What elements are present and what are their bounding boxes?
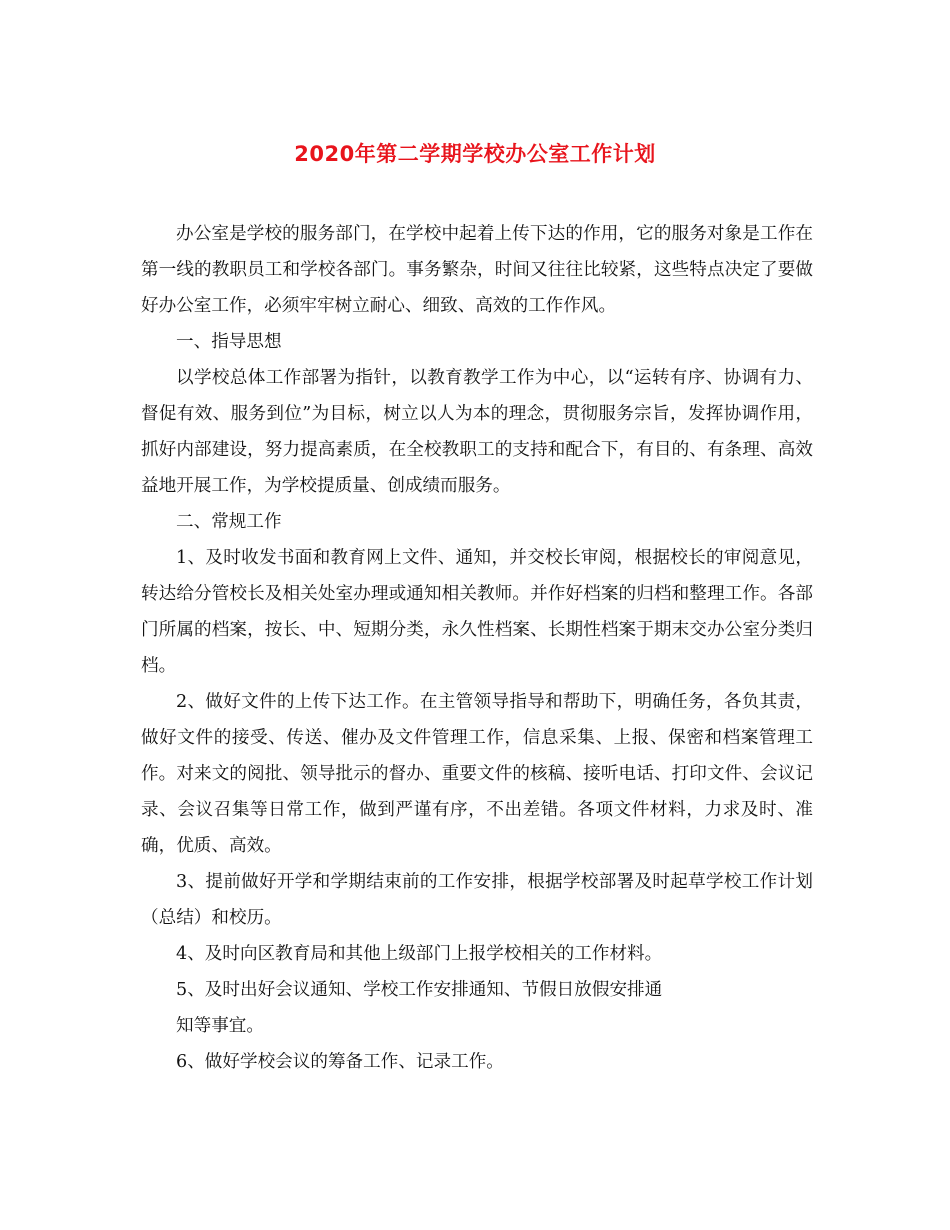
paragraph-item-2: 2、做好文件的上传下达工作。在主管领导指导和帮助下，明确任务，各负其责，做好文件的接受、传送、催办及文件管理工作，信息采集、上报、保密和档案管理工作。对来文的阅批、领导批示的督办、重要文件的核稿、接听电话、打印文件、会议记录、会议召集等日常工作，做到严谨有序，不出差错。各项文件材料，力求及时、准确，优质、高效。 [141, 692, 813, 856]
paragraph-guiding-ideas: 以学校总体工作部署为指针，以教育教学工作为中心，以“运转有序、协调有力、督促有效、服务到位”为目标，树立以人为本的理念，贯彻服务宗旨，发挥协调作用，抓好内部建设，努力提高素质，在全校教职工的支持和配合下，有目的、有条理、高效益地开展工作，为学校提质量、创成绩而服务。 [141, 368, 813, 496]
paragraph-item-5-continued: 知等事宜。 [176, 1016, 264, 1036]
paragraph-intro: 办公室是学校的服务部门，在学校中起着上传下达的作用，它的服务对象是工作在第一线的教职员工和学校各部门。事务繁杂，时间又往往比较紧，这些特点决定了要做好办公室工作，必须牢牢树立耐心、细致、高效的工作作风。 [141, 224, 813, 316]
paragraph-item-1: 1、及时收发书面和教育网上文件、通知，并交校长审阅，根据校长的审阅意见，转达给分管校长及相关处室办理或通知相关教师。并作好档案的归档和整理工作。各部门所属的档案，按长、中、短期分类，永久性档案、长期性档案于期末交办公室分类归档。 [141, 548, 813, 676]
paragraph-item-3: 3、提前做好开学和学期结束前的工作安排，根据学校部署及时起草学校工作计划（总结）和校历。 [141, 872, 813, 928]
section-heading-routine-work: 二、常规工作 [176, 512, 282, 532]
paragraph-item-6: 6、做好学校会议的筹备工作、记录工作。 [176, 1052, 504, 1072]
document-title: 2020年第二学期学校办公室工作计划 [294, 142, 656, 166]
paragraph-item-5: 5、及时出好会议通知、学校工作安排通知、节假日放假安排通 [176, 980, 663, 1000]
section-heading-guiding-ideas: 一、指导思想 [176, 332, 282, 352]
document-body [141, 216, 813, 1080]
paragraph-item-4: 4、及时向区教育局和其他上级部门上报学校相关的工作材料。 [176, 944, 663, 964]
